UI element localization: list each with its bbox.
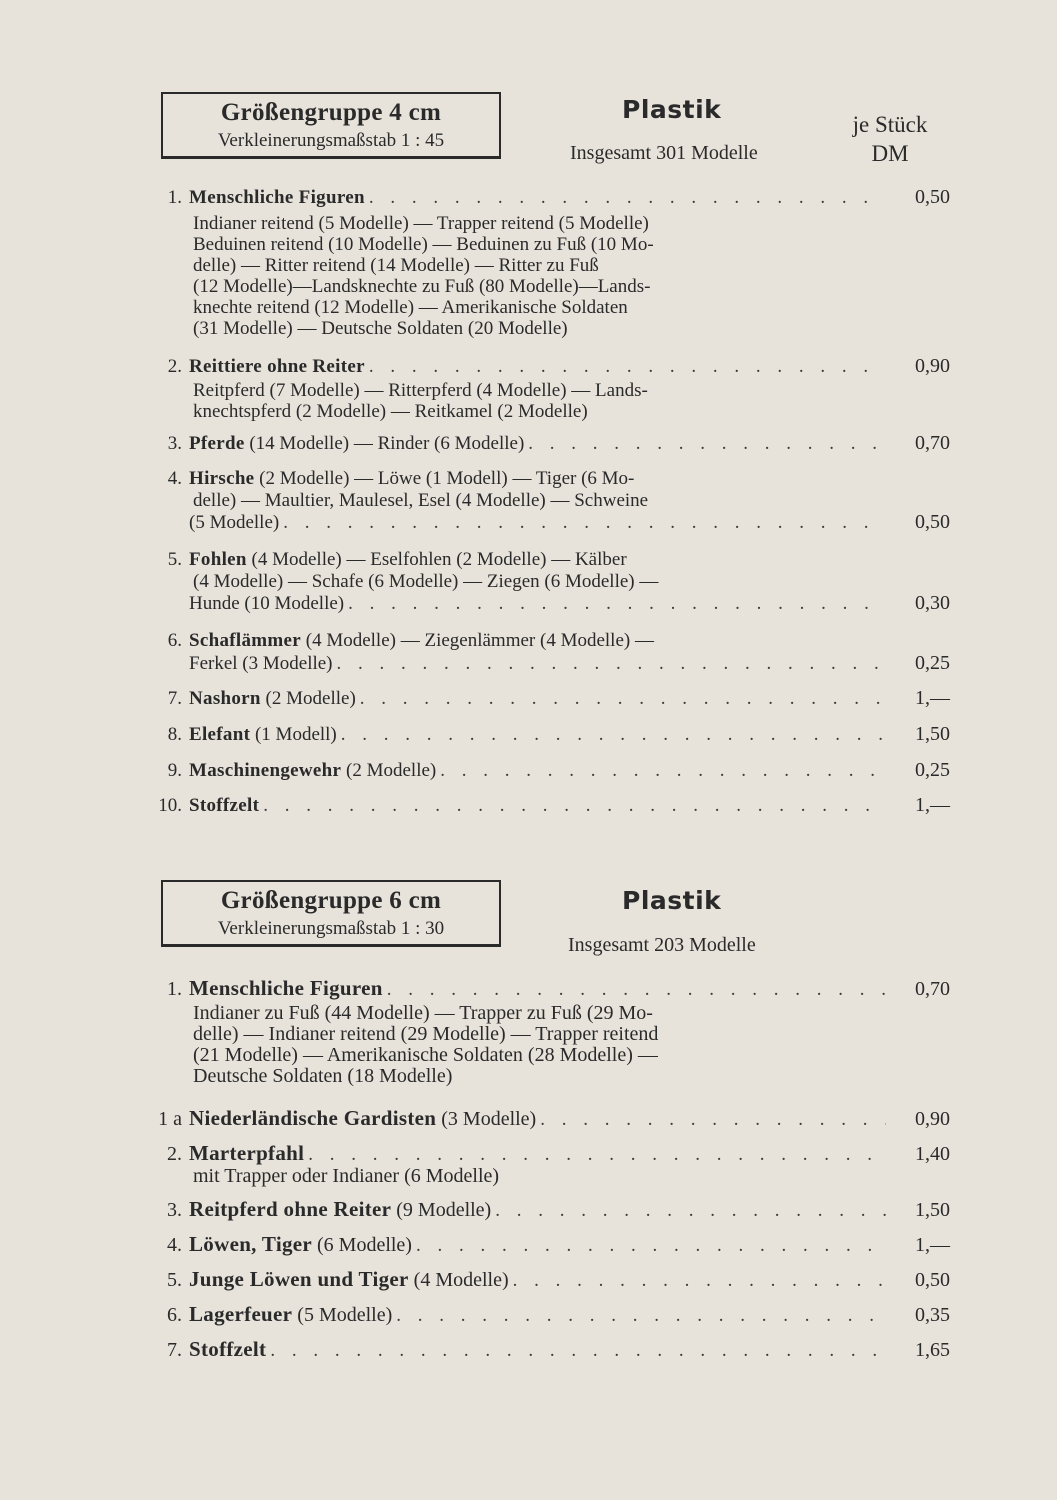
dot-leader	[369, 356, 886, 378]
item-price: 0,90	[915, 1108, 950, 1130]
item-label	[189, 795, 259, 817]
item-number: 5.	[167, 1269, 182, 1291]
desc-line: delle) — Indianer reitend (29 Modelle) — Trapper reitend	[193, 1023, 659, 1045]
item-price: 1,65	[915, 1339, 950, 1361]
item-name: Fohlen	[189, 549, 247, 570]
item-extra: (4 Modelle) — Ziegenlämmer (4 Modelle) —	[305, 630, 654, 651]
item-label	[189, 187, 365, 209]
item-label	[189, 433, 524, 455]
item-description	[193, 490, 811, 511]
item-number: 2.	[167, 356, 182, 377]
desc-line: Reitpferd (7 Modelle) — Ritterpferd (4 Modelle) — Lands-	[193, 380, 648, 401]
item-extra: (2 Modelle)	[346, 760, 437, 781]
model-total: Insgesamt 301 Modelle	[570, 142, 758, 164]
item-extra: (2 Modelle) — Löwe (1 Modell) — Tiger (6 Mo-	[259, 468, 635, 489]
item-last-line: Ferkel (3 Modelle)	[189, 653, 333, 674]
item-extra: (5 Modelle)	[297, 1304, 393, 1326]
material-title: Plastik	[622, 886, 722, 915]
list-item	[150, 432, 950, 455]
desc-line: (21 Modelle) — Amerikanische Soldaten (28 Modelle) —	[193, 1044, 658, 1066]
material-title: Plastik	[622, 95, 722, 124]
list-item	[150, 687, 950, 710]
item-name: Elefant	[189, 724, 251, 745]
item-number: 5.	[167, 549, 182, 570]
item-label	[189, 976, 383, 1001]
item-extra: (14 Modelle) — Rinder (6 Modelle)	[249, 433, 525, 454]
desc-line: delle) — Maultier, Maulesel, Esel (4 Modelle) — Schweine	[193, 490, 649, 511]
desc-line: (4 Modelle) — Schafe (6 Modelle) — Ziegen (6 Modelle) —	[193, 571, 659, 592]
item-label	[189, 356, 365, 378]
item-label	[189, 724, 337, 746]
item-number: 6.	[167, 630, 182, 651]
item-label	[189, 1302, 392, 1327]
list-item	[150, 759, 950, 782]
list-item	[150, 1337, 950, 1362]
item-extra: (6 Modelle)	[317, 1234, 412, 1256]
item-name: Hirsche	[189, 468, 255, 489]
dot-leader	[495, 1200, 886, 1222]
item-last-line: Hunde (10 Modelle)	[189, 593, 345, 614]
dot-leader	[348, 593, 886, 615]
item-price: 0,30	[915, 592, 950, 614]
group-header-box	[161, 880, 501, 947]
dot-leader	[513, 1270, 886, 1292]
item-label	[189, 760, 436, 782]
dot-leader	[369, 187, 886, 209]
item-extra: (1 Modell)	[254, 724, 337, 745]
dot-leader	[283, 512, 886, 534]
item-number: 4.	[167, 1234, 182, 1256]
desc-line: Deutsche Soldaten (18 Modelle)	[193, 1065, 453, 1087]
item-label	[189, 630, 654, 652]
dot-leader	[540, 1109, 886, 1131]
item-name: Stoffzelt	[189, 795, 260, 816]
item-price: 1,40	[915, 1143, 950, 1165]
item-extra: (2 Modelle)	[265, 688, 356, 709]
list-item	[150, 1267, 950, 1292]
list-item	[150, 723, 950, 746]
group-title: Größengruppe 6 cm	[220, 887, 442, 914]
dot-leader	[387, 979, 886, 1001]
item-number: 4.	[167, 468, 182, 489]
item-number: 1.	[167, 978, 182, 1000]
dot-leader	[308, 1144, 886, 1166]
item-description	[193, 380, 811, 422]
item-description	[193, 213, 811, 339]
item-name: Nashorn	[189, 688, 261, 709]
item-name: Lagerfeuer	[189, 1302, 293, 1326]
item-last-line: (5 Modelle)	[189, 512, 280, 533]
item-price: 0,25	[915, 759, 950, 781]
unit-line-2: DM	[871, 141, 909, 166]
item-price: 1,—	[915, 1234, 950, 1256]
item-price: 1,—	[915, 687, 950, 709]
item-price: 0,50	[915, 511, 950, 533]
item-description	[193, 571, 811, 592]
item-number: 6.	[167, 1304, 182, 1326]
item-name: Reittiere ohne Reiter	[189, 356, 365, 377]
item-price: 0,90	[915, 355, 950, 377]
item-number: 2.	[167, 1143, 182, 1165]
list-item	[150, 630, 950, 675]
dot-leader	[270, 1340, 886, 1362]
item-label	[189, 1267, 509, 1292]
item-name: Schaflämmer	[189, 630, 301, 651]
item-price: 1,50	[915, 723, 950, 745]
item-price: 0,50	[915, 1269, 950, 1291]
item-price: 0,50	[915, 186, 950, 208]
desc-line: Beduinen reitend (10 Modelle) — Beduinen zu Fuß (10 Mo-	[193, 234, 654, 255]
dot-leader	[341, 724, 886, 746]
list-item	[150, 976, 950, 1087]
item-label	[189, 549, 627, 571]
item-name: Menschliche Figuren	[189, 976, 383, 1000]
item-name: Marterpfahl	[189, 1141, 305, 1165]
item-label	[189, 688, 356, 710]
list-item	[150, 1302, 950, 1327]
item-name: Junge Löwen und Tiger	[189, 1267, 409, 1291]
list-item	[150, 549, 950, 615]
list-item	[150, 468, 950, 534]
item-label	[189, 1106, 536, 1131]
scale-label: Verkleinerungsmaßstab 1 : 45	[217, 130, 445, 151]
desc-line: (31 Modelle) — Deutsche Soldaten (20 Modelle)	[193, 318, 568, 339]
item-price: 0,70	[915, 978, 950, 1000]
item-description	[193, 1166, 811, 1187]
item-extra: (9 Modelle)	[396, 1199, 492, 1221]
list-item	[150, 355, 950, 422]
item-label	[189, 1232, 412, 1257]
item-number: 8.	[167, 724, 182, 745]
item-name: Maschinengewehr	[189, 760, 342, 781]
item-number: 3.	[167, 1199, 182, 1221]
dot-leader	[440, 760, 886, 782]
dot-leader	[337, 653, 886, 675]
item-price: 0,70	[915, 432, 950, 454]
model-total: Insgesamt 203 Modelle	[568, 934, 756, 956]
item-number: 1 a	[158, 1108, 182, 1130]
item-extra: (3 Modelle)	[441, 1108, 537, 1130]
list-item	[150, 1232, 950, 1257]
item-name: Stoffzelt	[189, 1337, 267, 1361]
list-item	[150, 1106, 950, 1131]
item-price: 0,25	[915, 652, 950, 674]
list-item	[150, 794, 950, 817]
item-description	[193, 1003, 811, 1087]
desc-line: delle) — Ritter reitend (14 Modelle) — Ritter zu Fuß	[193, 255, 599, 276]
desc-line: mit Trapper oder Indianer (6 Modelle)	[193, 1165, 500, 1187]
item-number: 9.	[167, 760, 182, 781]
dot-leader	[528, 433, 886, 455]
item-price: 1,—	[915, 794, 950, 816]
desc-line: Indianer reitend (5 Modelle) — Trapper reitend (5 Modelle)	[193, 213, 649, 234]
dot-leader	[416, 1235, 886, 1257]
item-label	[189, 468, 634, 490]
list-item	[150, 1197, 950, 1222]
item-name: Reitpferd ohne Reiter	[189, 1197, 392, 1221]
item-name: Menschliche Figuren	[189, 187, 365, 208]
item-number: 1.	[167, 187, 182, 208]
desc-line: knechtspferd (2 Modelle) — Reitkamel (2 Modelle)	[193, 401, 588, 422]
item-price: 0,35	[915, 1304, 950, 1326]
scale-label: Verkleinerungsmaßstab 1 : 30	[217, 918, 445, 939]
dot-leader	[263, 795, 886, 817]
unit-line-1: je Stück	[852, 112, 928, 137]
item-number: 7.	[167, 688, 182, 709]
item-label	[189, 1337, 266, 1362]
desc-line: (12 Modelle)—Landsknechte zu Fuß (80 Modelle)—Lands-	[193, 276, 651, 297]
item-number: 7.	[167, 1339, 182, 1361]
item-name: Pferde	[189, 433, 245, 454]
list-item	[150, 186, 950, 339]
desc-line: knechte reitend (12 Modelle) — Amerikanische Soldaten	[193, 297, 628, 318]
item-extra: (4 Modelle)	[413, 1269, 509, 1291]
item-label	[189, 1197, 491, 1222]
item-label	[189, 1141, 304, 1166]
item-name: Löwen, Tiger	[189, 1232, 312, 1256]
dot-leader	[360, 688, 886, 710]
list-item	[150, 1141, 950, 1187]
item-name: Niederländische Gardisten	[189, 1106, 437, 1130]
item-price: 1,50	[915, 1199, 950, 1221]
dot-leader	[396, 1305, 886, 1327]
group-header-box	[161, 92, 501, 159]
group-title: Größengruppe 4 cm	[220, 99, 442, 126]
item-number: 10.	[158, 795, 182, 816]
unit-header	[835, 110, 945, 168]
desc-line: Indianer zu Fuß (44 Modelle) — Trapper zu Fuß (29 Mo-	[193, 1002, 653, 1024]
item-number: 3.	[167, 433, 182, 454]
item-extra: (4 Modelle) — Eselfohlen (2 Modelle) — Kälber	[251, 549, 627, 570]
